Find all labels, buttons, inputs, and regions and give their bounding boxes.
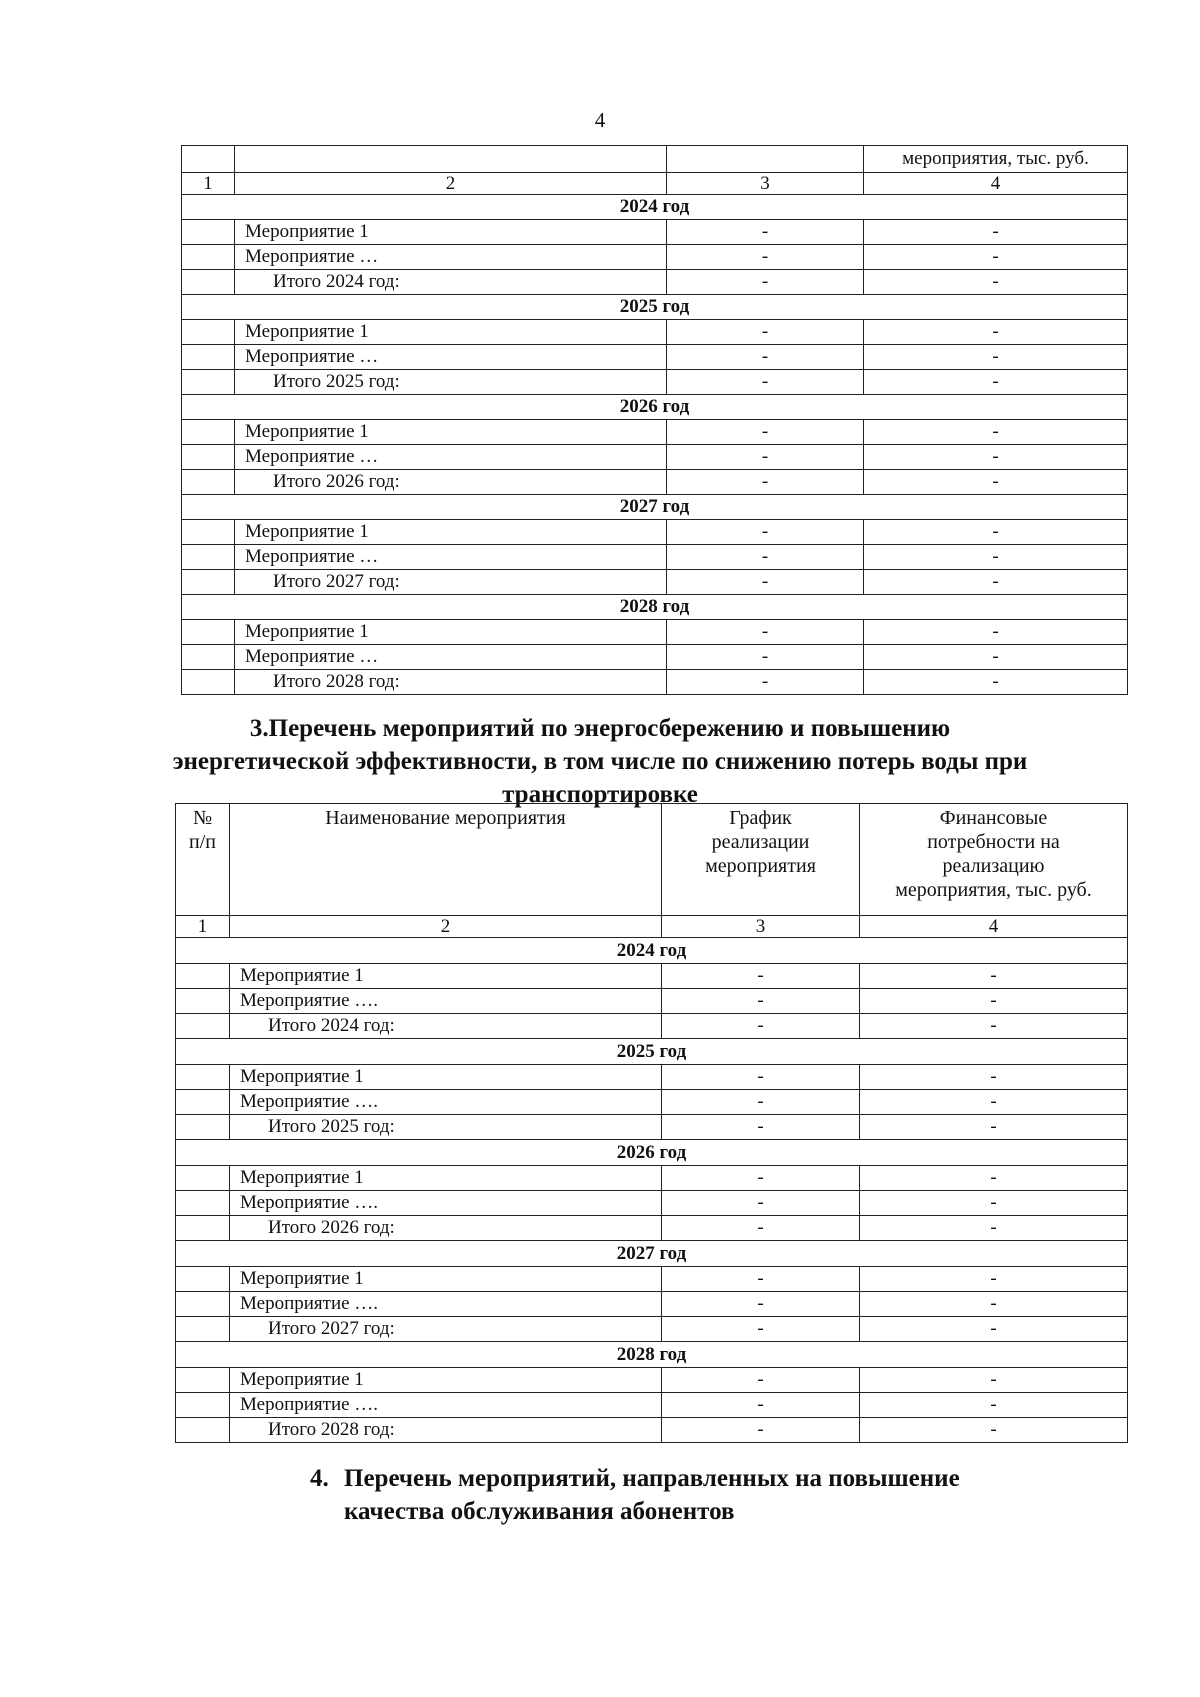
section-3-heading [0, 712, 1200, 811]
finance-cell: - [864, 320, 1128, 345]
year-heading: 2025 год [182, 295, 1128, 320]
total-label: Итого 2027 год: [230, 1317, 662, 1342]
finance-cell: - [864, 345, 1128, 370]
total-label: Итого 2025 год: [235, 370, 667, 395]
year-heading: 2028 год [176, 1342, 1128, 1368]
year-heading: 2024 год [182, 195, 1128, 220]
year-heading: 2026 год [182, 395, 1128, 420]
table-row [176, 1368, 1128, 1393]
table-row [182, 620, 1128, 645]
section-3-title-line: энергетической эффективности, в том числе по снижению потерь воды при [172, 748, 1028, 775]
schedule-cell: - [667, 345, 864, 370]
schedule-cell: - [662, 1393, 860, 1418]
finance-cell: - [860, 989, 1128, 1014]
table-row [176, 1191, 1128, 1216]
schedule-cell: - [662, 1166, 860, 1191]
finance-cell: - [860, 1292, 1128, 1317]
column-number: 1 [176, 916, 230, 938]
column-number: 1 [182, 173, 235, 195]
schedule-cell: - [667, 620, 864, 645]
year-row [176, 1241, 1128, 1267]
header-cell [662, 804, 860, 916]
row-number-cell [176, 1292, 230, 1317]
column-numbers-row [182, 173, 1128, 195]
row-number-cell [182, 220, 235, 245]
finance-cell: - [864, 420, 1128, 445]
header-cell [230, 804, 662, 916]
schedule-cell: - [662, 964, 860, 989]
schedule-cell: - [667, 470, 864, 495]
section-4-number: 4. [310, 1465, 329, 1492]
year-row [182, 195, 1128, 220]
total-row [182, 370, 1128, 395]
total-row [176, 1317, 1128, 1342]
finance-cell: - [864, 570, 1128, 595]
finance-cell: - [864, 520, 1128, 545]
schedule-cell: - [667, 670, 864, 695]
total-row [182, 570, 1128, 595]
total-row [182, 470, 1128, 495]
header-text: № [192, 807, 213, 829]
schedule-cell: - [662, 1191, 860, 1216]
event-name: Мероприятие … [235, 445, 667, 470]
year-heading: 2027 год [176, 1241, 1128, 1267]
row-number-cell [182, 245, 235, 270]
total-row [176, 1115, 1128, 1140]
header-text: потребности на [927, 831, 1060, 853]
event-name: Мероприятие …. [230, 1191, 662, 1216]
event-name: Мероприятие 1 [230, 1267, 662, 1292]
section-3-title-line: 3.Перечень мероприятий по энергосбережению и повышению [249, 715, 951, 742]
schedule-cell: - [662, 1292, 860, 1317]
page-number: 4 [594, 108, 606, 132]
row-number-cell [182, 570, 235, 595]
schedule-cell: - [662, 1418, 860, 1443]
schedule-cell: - [662, 1216, 860, 1241]
table-row [176, 1393, 1128, 1418]
row-number-cell [176, 1317, 230, 1342]
event-name: Мероприятие …. [230, 1090, 662, 1115]
header-text: реализации [711, 831, 810, 853]
schedule-cell: - [667, 545, 864, 570]
total-row [176, 1418, 1128, 1443]
header-cell: мероприятия, тыс. руб. [864, 146, 1128, 173]
row-number-cell [176, 1014, 230, 1039]
header-text: Наименование мероприятия [325, 807, 566, 829]
row-number-cell [176, 1393, 230, 1418]
finance-cell: - [864, 670, 1128, 695]
column-number: 3 [667, 173, 864, 195]
row-number-cell [176, 1115, 230, 1140]
finance-cell: - [860, 964, 1128, 989]
section-4-heading [310, 1462, 1070, 1528]
year-row [182, 295, 1128, 320]
year-row [176, 1140, 1128, 1166]
finance-cell: - [864, 470, 1128, 495]
schedule-cell: - [662, 1317, 860, 1342]
schedule-cell: - [667, 520, 864, 545]
header-text: Финансовые [939, 807, 1048, 829]
row-number-cell [176, 989, 230, 1014]
finance-cell: - [860, 1267, 1128, 1292]
finance-cell: - [860, 1317, 1128, 1342]
finance-cell: - [860, 1216, 1128, 1241]
column-number: 3 [662, 916, 860, 938]
column-number: 2 [235, 173, 667, 195]
header-text: реализацию [942, 855, 1045, 877]
table-row [182, 420, 1128, 445]
table-row [182, 545, 1128, 570]
year-heading: 2027 год [182, 495, 1128, 520]
header-cell [176, 804, 230, 916]
table-row [182, 220, 1128, 245]
table-row [176, 1065, 1128, 1090]
section-3-title-line: транспортировке [502, 781, 698, 808]
energy-saving-table [175, 803, 1128, 1443]
events-table-continued [181, 145, 1128, 695]
event-name: Мероприятие 1 [230, 964, 662, 989]
schedule-cell: - [667, 645, 864, 670]
row-number-cell [176, 1065, 230, 1090]
event-name: Мероприятие 1 [235, 620, 667, 645]
finance-cell: - [860, 1065, 1128, 1090]
finance-cell: - [864, 270, 1128, 295]
row-number-cell [182, 270, 235, 295]
finance-cell: - [864, 445, 1128, 470]
table-row [182, 345, 1128, 370]
total-label: Итого 2024 год: [230, 1014, 662, 1039]
header-text: График [729, 807, 792, 829]
finance-cell: - [864, 645, 1128, 670]
table-row [176, 1090, 1128, 1115]
table-row [182, 645, 1128, 670]
year-row [182, 595, 1128, 620]
finance-cell: - [860, 1115, 1128, 1140]
schedule-cell: - [662, 1014, 860, 1039]
event-name: Мероприятие … [235, 345, 667, 370]
finance-cell: - [864, 620, 1128, 645]
schedule-cell: - [662, 1090, 860, 1115]
row-number-cell [182, 620, 235, 645]
schedule-cell: - [667, 270, 864, 295]
header-row [176, 804, 1128, 916]
section-4-title-line: Перечень мероприятий, направленных на повышение [344, 1465, 960, 1492]
finance-cell: - [860, 1191, 1128, 1216]
header-row [182, 146, 1128, 173]
schedule-cell: - [667, 570, 864, 595]
row-number-cell [182, 370, 235, 395]
total-label: Итого 2028 год: [235, 670, 667, 695]
schedule-cell: - [662, 1368, 860, 1393]
header-cell [235, 146, 667, 173]
year-heading: 2024 год [176, 938, 1128, 964]
finance-cell: - [860, 1368, 1128, 1393]
schedule-cell: - [662, 1115, 860, 1140]
header-text: мероприятия, тыс. руб. [895, 879, 1092, 901]
row-number-cell [182, 420, 235, 445]
table-row [176, 1267, 1128, 1292]
column-number: 4 [860, 916, 1128, 938]
row-number-cell [176, 1166, 230, 1191]
year-row [176, 1342, 1128, 1368]
event-name: Мероприятие 1 [235, 520, 667, 545]
year-row [176, 938, 1128, 964]
total-label: Итого 2026 год: [235, 470, 667, 495]
row-number-cell [176, 1368, 230, 1393]
schedule-cell: - [667, 320, 864, 345]
header-text: мероприятия [705, 855, 816, 877]
schedule-cell: - [667, 445, 864, 470]
row-number-cell [182, 320, 235, 345]
year-row [176, 1039, 1128, 1065]
total-row [176, 1216, 1128, 1241]
section-4-title-line: качества обслуживания абонентов [344, 1498, 735, 1525]
total-row [182, 270, 1128, 295]
table-row [182, 445, 1128, 470]
row-number-cell [176, 1090, 230, 1115]
table-row [182, 245, 1128, 270]
total-row [176, 1014, 1128, 1039]
total-label: Итого 2024 год: [235, 270, 667, 295]
schedule-cell: - [667, 370, 864, 395]
finance-cell: - [860, 1014, 1128, 1039]
finance-cell: - [864, 545, 1128, 570]
event-name: Мероприятие …. [230, 1292, 662, 1317]
row-number-cell [176, 1267, 230, 1292]
event-name: Мероприятие 1 [235, 220, 667, 245]
row-number-cell [176, 1191, 230, 1216]
finance-cell: - [860, 1393, 1128, 1418]
row-number-cell [182, 445, 235, 470]
event-name: Мероприятие …. [230, 1393, 662, 1418]
table-row [182, 520, 1128, 545]
finance-cell: - [860, 1090, 1128, 1115]
year-heading: 2028 год [182, 595, 1128, 620]
column-number: 4 [864, 173, 1128, 195]
row-number-cell [176, 964, 230, 989]
event-name: Мероприятие …. [230, 989, 662, 1014]
schedule-cell: - [667, 420, 864, 445]
year-heading: 2026 год [176, 1140, 1128, 1166]
table-row [176, 964, 1128, 989]
finance-cell: - [864, 245, 1128, 270]
finance-cell: - [864, 220, 1128, 245]
row-number-cell [182, 470, 235, 495]
column-numbers-row [176, 916, 1128, 938]
year-row [182, 495, 1128, 520]
event-name: Мероприятие … [235, 645, 667, 670]
finance-cell: - [860, 1166, 1128, 1191]
event-name: Мероприятие 1 [235, 320, 667, 345]
year-row [182, 395, 1128, 420]
row-number-cell [182, 670, 235, 695]
row-number-cell [182, 520, 235, 545]
event-name: Мероприятие … [235, 545, 667, 570]
row-number-cell [176, 1418, 230, 1443]
event-name: Мероприятие 1 [230, 1368, 662, 1393]
header-text: п/п [189, 831, 216, 853]
table-row [182, 320, 1128, 345]
table-row [176, 989, 1128, 1014]
finance-cell: - [860, 1418, 1128, 1443]
row-number-cell [182, 345, 235, 370]
row-number-cell [176, 1216, 230, 1241]
event-name: Мероприятие 1 [230, 1166, 662, 1191]
header-cell [182, 146, 235, 173]
schedule-cell: - [667, 220, 864, 245]
schedule-cell: - [662, 1065, 860, 1090]
header-cell [860, 804, 1128, 916]
event-name: Мероприятие 1 [230, 1065, 662, 1090]
row-number-cell [182, 645, 235, 670]
total-label: Итого 2028 год: [230, 1418, 662, 1443]
event-name: Мероприятие 1 [235, 420, 667, 445]
total-label: Итого 2025 год: [230, 1115, 662, 1140]
schedule-cell: - [667, 245, 864, 270]
header-cell [667, 146, 864, 173]
year-heading: 2025 год [176, 1039, 1128, 1065]
schedule-cell: - [662, 989, 860, 1014]
table-row [176, 1292, 1128, 1317]
column-number: 2 [230, 916, 662, 938]
schedule-cell: - [662, 1267, 860, 1292]
total-row [182, 670, 1128, 695]
total-label: Итого 2026 год: [230, 1216, 662, 1241]
total-label: Итого 2027 год: [235, 570, 667, 595]
finance-cell: - [864, 370, 1128, 395]
table-row [176, 1166, 1128, 1191]
event-name: Мероприятие … [235, 245, 667, 270]
row-number-cell [182, 545, 235, 570]
